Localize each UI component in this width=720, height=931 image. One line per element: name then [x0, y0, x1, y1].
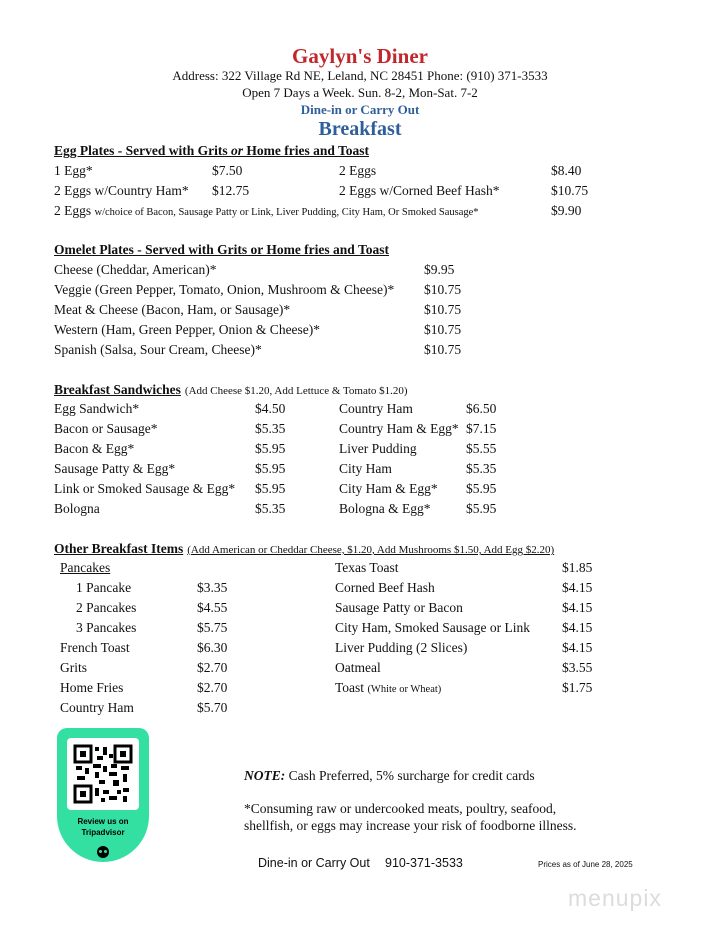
menu-item-price: $1.75 [562, 680, 593, 695]
hours-line: Open 7 Days a Week. Sun. 8-2, Mon-Sat. 7-2 [242, 85, 478, 100]
menu-item-name: Meat & Cheese (Bacon, Ham, or Sausage)* [54, 302, 291, 317]
menu-item-name: Veggie (Green Pepper, Tomato, Onion, Mushroom & Cheese)* [54, 282, 395, 297]
footer-service: Dine-in or Carry Out [258, 856, 370, 870]
menu-item-name: 2 Pancakes [76, 600, 137, 615]
menu-item-price: $7.50 [212, 163, 243, 178]
qr-code[interactable] [67, 738, 139, 810]
menu-item-name: Bacon & Egg* [54, 441, 135, 456]
menu-item-name: 2 Eggs w/Country Ham* [54, 183, 189, 198]
menu-item-price: $10.75 [424, 342, 462, 357]
menu-item-name: Texas Toast [335, 560, 399, 575]
menu-item-price: $5.35 [466, 461, 497, 476]
menu-item-price: $10.75 [551, 183, 589, 198]
menu-item-name: Toast (White or Wheat) [335, 680, 442, 695]
menu-item-name: Spanish (Salsa, Sour Cream, Cheese)* [54, 342, 262, 357]
tripadvisor-owl-icon [97, 846, 109, 858]
menu-item-price: $5.95 [466, 501, 497, 516]
qr-code-icon [73, 744, 133, 804]
menu-item-name: 3 Pancakes [76, 620, 137, 635]
menu-item-name: Country Ham [60, 700, 134, 715]
menu-item-price: $4.15 [562, 620, 593, 635]
menu-item-name: 1 Egg* [54, 163, 93, 178]
prices-date: Prices as of June 28, 2025 [538, 860, 633, 869]
menu-item-name: French Toast [60, 640, 130, 655]
menu-item-price: $10.75 [424, 322, 462, 337]
health-warning-line2: shellfish, or eggs may increase your risk of foodborne illness. [244, 818, 577, 833]
health-warning-line1: *Consuming raw or undercooked meats, poultry, seafood, [244, 801, 557, 816]
menu-item-price: $4.50 [255, 401, 286, 416]
menupix-watermark: menupix [568, 885, 662, 911]
qr-caption: Review us on Tripadvisor [77, 817, 129, 837]
menu-item-name: Liver Pudding (2 Slices) [335, 640, 468, 655]
menu-item-name: Grits [60, 660, 87, 675]
menu-item-name: Egg Sandwich* [54, 401, 140, 416]
menu-item-name: Country Ham & Egg* [339, 421, 459, 436]
other-items-heading: Other Breakfast Items (Add American or Cheddar Cheese, $1.20, Add Mushrooms $1.50, Add Egg $2.20) [54, 541, 555, 556]
menu-item-price: $5.35 [255, 421, 286, 436]
menu-item-name: 2 Eggs w/Corned Beef Hash* [339, 183, 500, 198]
menu-item-price: $4.15 [562, 640, 593, 655]
menu-item-name: Home Fries [60, 680, 124, 695]
footer-phone: 910-371-3533 [385, 856, 463, 870]
menu-item-name: Link or Smoked Sausage & Egg* [54, 481, 236, 496]
menu-item-price: $7.15 [466, 421, 497, 436]
menu-item-price: $4.55 [197, 600, 228, 615]
menu-item-name: 1 Pancake [76, 580, 132, 595]
menu-item-price: $4.15 [562, 600, 593, 615]
payment-note: NOTE: Cash Preferred, 5% surcharge for credit cards [244, 768, 535, 783]
menu-item-price: $6.50 [466, 401, 497, 416]
menu-item-price: $2.70 [197, 660, 228, 675]
menu-item-price: $5.95 [255, 441, 286, 456]
menu-item-name: 2 Eggs w/choice of Bacon, Sausage Patty or Link, Liver Pudding, City Ham, Or Smoked Sausage* [54, 203, 479, 218]
address-line: Address: 322 Village Rd NE, Leland, NC 28451 Phone: (910) 371-3533 [172, 68, 548, 83]
menu-item-price: $2.70 [197, 680, 228, 695]
egg-plates-heading: Egg Plates - Served with Grits or Home fries and Toast [54, 143, 370, 158]
menu-item-name: City Ham [339, 461, 392, 476]
menu-item-name: Western (Ham, Green Pepper, Onion & Cheese)* [54, 322, 321, 337]
tripadvisor-review-card[interactable] [57, 728, 149, 862]
menu-item-price: $10.75 [424, 282, 462, 297]
menu-item-price: $4.15 [562, 580, 593, 595]
menu-item-name: Liver Pudding [339, 441, 417, 456]
menu-item-name: Bacon or Sausage* [54, 421, 158, 436]
service-line: Dine-in or Carry Out [300, 102, 420, 117]
menu-item-price: $6.30 [197, 640, 228, 655]
menu-item-price: $10.75 [424, 302, 462, 317]
menu-item-price: $9.95 [424, 262, 455, 277]
menu-item-name: Country Ham [339, 401, 413, 416]
menu-item-name: Bologna & Egg* [339, 501, 431, 516]
breakfast-sandwiches-heading: Breakfast Sandwiches (Add Cheese $1.20, Add Lettuce & Tomato $1.20) [54, 382, 408, 397]
pancakes-subheading: Pancakes [60, 560, 111, 575]
menu-item-name: Sausage Patty or Bacon [335, 600, 463, 615]
menu-item-price: $8.40 [551, 163, 582, 178]
menu-item-price: $5.95 [466, 481, 497, 496]
menu-item-name: Bologna [54, 501, 100, 516]
menu-item-price: $5.95 [255, 461, 286, 476]
menu-item-name: Oatmeal [335, 660, 381, 675]
menu-item-name: 2 Eggs [339, 163, 377, 178]
menu-item-price: $9.90 [551, 203, 582, 218]
menu-item-name: City Ham & Egg* [339, 481, 438, 496]
restaurant-title: Gaylyn's Diner [292, 44, 428, 68]
menu-item-price: $5.35 [255, 501, 286, 516]
omelet-plates-heading: Omelet Plates - Served with Grits or Home fries and Toast [54, 242, 389, 257]
menu-item-price: $5.55 [466, 441, 497, 456]
menu-item-price: $3.55 [562, 660, 593, 675]
menu-item-price: $5.70 [197, 700, 228, 715]
menu-item-price: $12.75 [212, 183, 250, 198]
section-title-breakfast: Breakfast [318, 118, 402, 140]
menu-item-name: Cheese (Cheddar, American)* [54, 262, 217, 277]
menu-item-name: Sausage Patty & Egg* [54, 461, 176, 476]
menu-item-name: Corned Beef Hash [335, 580, 435, 595]
menu-item-name: City Ham, Smoked Sausage or Link [335, 620, 530, 635]
menu-item-price: $5.75 [197, 620, 228, 635]
menu-item-price: $1.85 [562, 560, 593, 575]
menu-item-price: $5.95 [255, 481, 286, 496]
menu-item-price: $3.35 [197, 580, 228, 595]
